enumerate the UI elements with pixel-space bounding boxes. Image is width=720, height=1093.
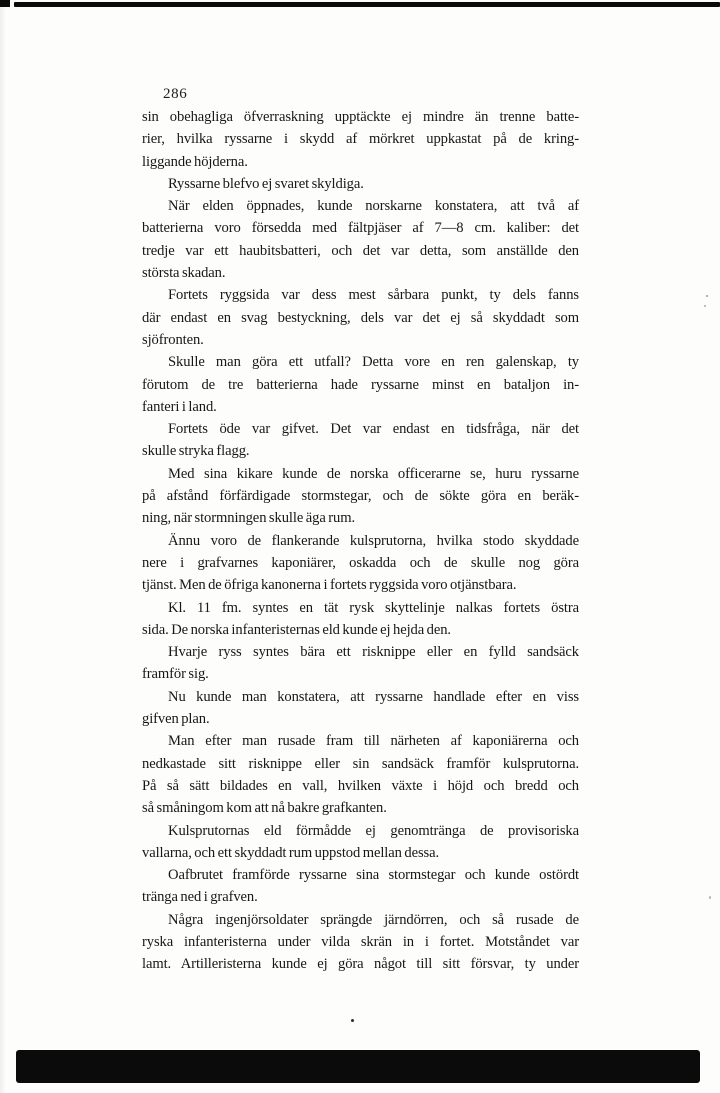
text-line: förutom de tre batterierna hade ryssarne minst en bataljon in-: [142, 376, 579, 393]
scan-corner-artifact: [0, 0, 10, 7]
text-line: Hvarje ryss syntes bära ett risknippe eller en fylld sandsäck: [168, 644, 579, 661]
text-line: Oafbrutet framförde ryssarne sina stormstegar och kunde ostördt: [168, 867, 579, 884]
text-line: batterierna voro försedda med fältpjäser af 7—8 cm. kaliber: det: [142, 220, 579, 237]
body-text: [142, 106, 579, 976]
text-line: sin obehagliga öfverraskning upptäckte ej mindre än trenne batte-: [142, 109, 579, 125]
text-line: gifven plan.: [142, 711, 210, 728]
text-line: Man efter man rusade fram till närheten af kaponiärerna och: [168, 733, 579, 750]
text-line: lamt. Artilleristerna kunde ej göra något till sitt försvar, ty under: [142, 956, 579, 973]
ink-speck: [709, 896, 711, 899]
page-number: 286: [163, 86, 188, 102]
scan-edge-bar-bottom: [16, 1050, 700, 1083]
text-line: så småningom kom att nå bakre grafkanten.: [142, 800, 387, 817]
text-line: På så sätt bildades en vall, hvilken växte i höjd och bredd och: [142, 777, 579, 794]
text-line: skulle stryka flagg.: [142, 443, 250, 460]
text-line: tjänst. Men de öfriga kanonerna i fortets ryggsida voro otjänstbara.: [142, 577, 517, 594]
text-line: ryska infanteristerna under vilda skrän in i fortet. Motståndet var: [142, 933, 579, 950]
text-line: tredje var ett haubitsbatteri, och det var detta, som anställde den: [142, 242, 579, 259]
text-line: Nu kunde man konstatera, att ryssarne handlade efter en viss: [168, 688, 579, 705]
scan-edge-bar-top: [14, 2, 720, 7]
text-line: sida. De norska infanteristernas eld kunde ej hejda den.: [142, 621, 451, 638]
ink-speck: [704, 305, 706, 307]
ink-speck: [351, 1019, 354, 1022]
text-line: Ännu voro de flankerande kulsprutorna, hvilka stodo skyddade: [168, 532, 579, 549]
text-line: Kl. 11 fm. syntes en tät rysk skyttelinje nalkas fortets östra: [168, 599, 579, 616]
text-line: vallarna, och ett skyddadt rum uppstod mellan dessa.: [142, 844, 440, 861]
text-line: Fortets öde var gifvet. Det var endast en tidsfråga, när det: [168, 421, 579, 438]
text-line: framför sig.: [142, 666, 209, 683]
text-line: tränga ned i grafven.: [142, 889, 258, 906]
text-line: sjöfronten.: [142, 331, 204, 348]
text-line: nedkastade sitt risknippe eller sin sandsäck framför kulsprutorna.: [142, 755, 579, 772]
scan-edge-shading: [0, 0, 6, 1093]
ink-speck: [706, 295, 708, 297]
text-line: liggande höjderna.: [142, 153, 248, 170]
text-line: nere i grafvarnes kaponiärer, oskadda och de skulle nog göra: [142, 554, 579, 571]
text-line: där endast en svag bestyckning, dels var det ej så skyddadt som: [142, 309, 579, 326]
text-line: Kulsprutornas eld förmådde ej genomtränga de provisoriska: [168, 822, 579, 839]
text-line: Fortets ryggsida var dess mest sårbara punkt, ty dels fanns: [168, 287, 579, 304]
text-line: Ryssarne blefvo ej svaret skyldiga.: [168, 175, 364, 192]
text-line: största skadan.: [142, 265, 226, 282]
text-line: ning, när stormningen skulle äga rum.: [142, 510, 355, 527]
text-line: Med sina kikare kunde de norska officerarne se, huru ryssarne: [168, 465, 579, 482]
text-line: Skulle man göra ett utfall? Detta vore en ren galenskap, ty: [168, 354, 579, 371]
text-line: på afstånd förfärdigade stormstegar, och de sökte göra en beräk-: [142, 488, 579, 505]
text-line: fanteri i land.: [142, 398, 217, 415]
text-line: rier, hvilka ryssarne i skydd af mörkret uppkastat på de kring-: [142, 131, 579, 148]
text-line: Några ingenjörsoldater sprängde järndörren, och så rusade de: [168, 911, 579, 928]
text-line: När elden öppnades, kunde norskarne konstatera, att två af: [168, 198, 579, 215]
